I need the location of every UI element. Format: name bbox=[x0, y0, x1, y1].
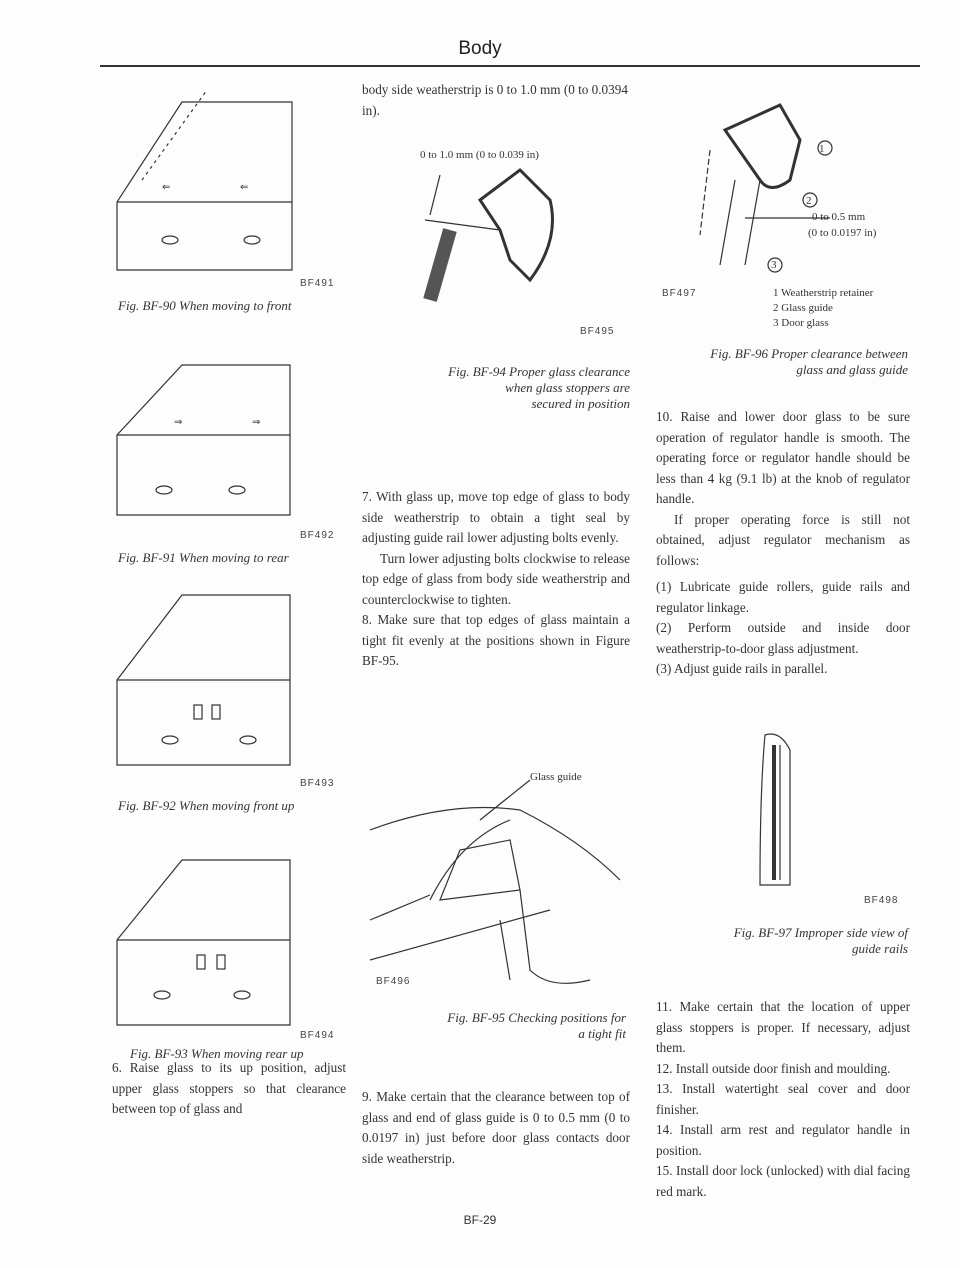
svg-text:⇐: ⇐ bbox=[240, 182, 249, 193]
paragraph-8: 8. Make sure that top edges of glass maintain a tight fit evenly at the positions shown in Figure BF-95. bbox=[362, 612, 630, 668]
paragraphs-7-8 bbox=[362, 487, 630, 672]
figure-code: BF492 bbox=[300, 530, 335, 541]
caption-line: Fig. BF-95 Checking positions for bbox=[447, 1010, 626, 1025]
caption-line: glass and glass guide bbox=[796, 362, 908, 377]
caption-line: when glass stoppers are bbox=[505, 380, 630, 395]
step-12: 12. Install outside door finish and moulding. bbox=[656, 1060, 891, 1076]
door-diagram bbox=[112, 850, 342, 1030]
guide-rail-diagram bbox=[760, 730, 800, 890]
caption-line: Fig. BF-94 Proper glass clearance bbox=[448, 364, 630, 379]
caption-line: secured in position bbox=[531, 396, 630, 411]
figure-caption bbox=[360, 1010, 626, 1042]
clearance-label: 0 to 1.0 mm (0 to 0.039 in) bbox=[420, 149, 539, 161]
paragraph-text: body side weatherstrip is 0 to 1.0 mm (0 to 0.0394 in). bbox=[362, 82, 628, 118]
figure-code: BF498 bbox=[864, 895, 899, 906]
paragraph-7: 7. With glass up, move top edge of glass to body side weatherstrip to obtain a tight seal by adjusting guide rail lower adjusting bolts evenly. bbox=[362, 489, 630, 545]
legend-item: 3 Door glass bbox=[773, 317, 829, 329]
figure-code: BF496 bbox=[376, 976, 411, 987]
step-14: 14. Install arm rest and regulator handle in position. bbox=[656, 1122, 910, 1158]
svg-text:⇐: ⇐ bbox=[162, 182, 171, 193]
door-diagram bbox=[112, 590, 342, 770]
glass-guide-diagram bbox=[700, 100, 900, 280]
paragraph-10b-text: If proper operating force is still not obtained, adjust regulator mechanism as follows: bbox=[656, 511, 910, 568]
figure-caption bbox=[650, 346, 908, 378]
weatherstrip-diagram bbox=[420, 170, 620, 310]
page-number: BF-29 bbox=[463, 1213, 497, 1227]
figure-caption bbox=[360, 364, 630, 412]
figure-code: BF497 bbox=[662, 288, 697, 299]
paragraph-10 bbox=[656, 407, 910, 680]
svg-text:⇒: ⇒ bbox=[174, 417, 183, 428]
intro-text bbox=[362, 80, 630, 121]
page-header: Body bbox=[458, 38, 502, 59]
figure-caption: Fig. BF-91 When moving to rear bbox=[118, 550, 289, 565]
caption-line: a tight fit bbox=[578, 1026, 626, 1041]
legend-item: 2 Glass guide bbox=[773, 302, 833, 314]
callout-1: 1 bbox=[819, 143, 825, 155]
figure-code: BF495 bbox=[580, 326, 615, 337]
figure-code: BF491 bbox=[300, 278, 335, 289]
step-13: 13. Install watertight seal cover and door finisher. bbox=[656, 1081, 910, 1117]
header-rule bbox=[100, 65, 920, 67]
figure-caption: Fig. BF-93 When moving rear up bbox=[130, 1046, 304, 1061]
glass-guide-label: Glass guide bbox=[530, 771, 582, 783]
car-body-diagram bbox=[370, 780, 620, 990]
figure-caption: Fig. BF-90 When moving to front bbox=[118, 298, 292, 313]
step-3: (3) Adjust guide rails in parallel. bbox=[656, 661, 828, 676]
paragraph-10-text: 10. Raise and lower door glass to be sure operation of regulator handle is smooth. The operating force or regulator handle should be less than 4 kg (9.1 lb) at the knob of regulator handle. bbox=[656, 409, 910, 506]
legend-item: 1 Weatherstrip retainer bbox=[773, 287, 874, 299]
figure-caption: Fig. BF-92 When moving front up bbox=[118, 798, 295, 813]
callout-3: 3 bbox=[771, 259, 777, 271]
step-1: (1) Lubricate guide rollers, guide rails and regulator linkage. bbox=[656, 579, 910, 615]
figure-caption bbox=[650, 925, 908, 957]
caption-line: Fig. BF-96 Proper clearance between bbox=[710, 346, 908, 361]
paragraph-text: 9. Make certain that the clearance between top of glass and end of glass guide is 0 to 0.5 mm (0 to 0.0197 in) just before door glass contacts door side weatherstrip. bbox=[362, 1089, 630, 1166]
door-diagram bbox=[112, 355, 342, 520]
callout-2: 2 bbox=[806, 195, 812, 207]
clearance-dim: 0 to 0.5 mm bbox=[812, 211, 866, 223]
door-diagram bbox=[112, 90, 342, 275]
paragraph-9 bbox=[362, 1087, 630, 1169]
paragraph-7b: Turn lower adjusting bolts clockwise to release top edge of glass from body side weatherstrip and counterclockwise to tighten. bbox=[362, 550, 630, 607]
caption-line: guide rails bbox=[852, 941, 908, 956]
figure-legend bbox=[773, 286, 873, 331]
step-15: 15. Install door lock (unlocked) with dial facing red mark. bbox=[656, 1163, 910, 1199]
caption-line: Fig. BF-97 Improper side view of bbox=[733, 925, 908, 940]
step-2: (2) Perform outside and inside door weatherstrip-to-door glass adjustment. bbox=[656, 620, 910, 656]
step-11: 11. Make certain that the location of upper glass stoppers is proper. If necessary, adjust them. bbox=[656, 999, 910, 1055]
paragraph-6 bbox=[112, 1058, 346, 1120]
steps-11-15 bbox=[656, 997, 910, 1202]
svg-text:⇒: ⇒ bbox=[252, 417, 261, 428]
figure-code: BF493 bbox=[300, 778, 335, 789]
figure-code: BF494 bbox=[300, 1030, 335, 1041]
paragraph-text: 6. Raise glass to its up position, adjust upper glass stoppers so that clearance between top of glass and bbox=[112, 1060, 346, 1116]
clearance-dim-inch: (0 to 0.0197 in) bbox=[808, 227, 877, 239]
